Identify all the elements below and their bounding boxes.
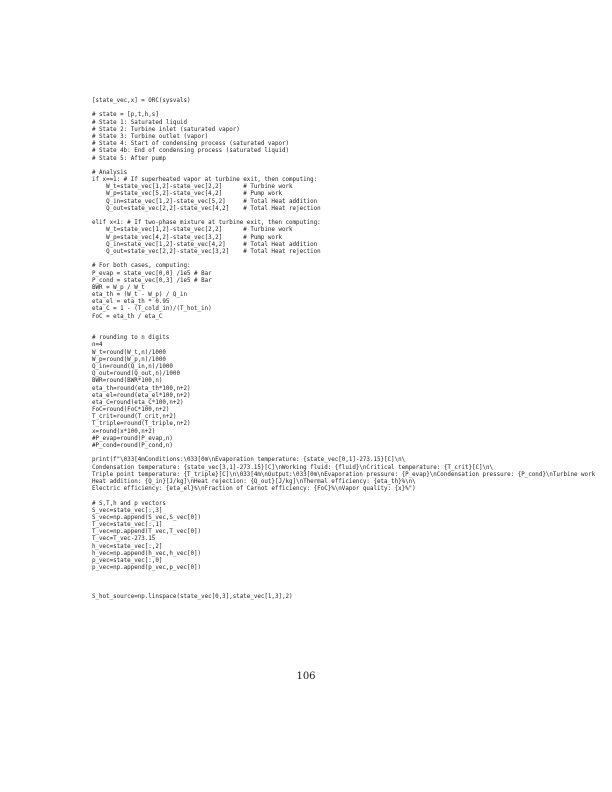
code-line: Q_in=state_vec[1,2]-state_vec[5,2] # Total Heat addition bbox=[92, 198, 318, 205]
code-listing bbox=[92, 98, 595, 601]
code-line: h_vec=state_vec[:,2] bbox=[92, 543, 163, 550]
code-line: S_hot_source=np.linspace(state_vec[0,3],state_vec[1,3],2) bbox=[92, 593, 293, 600]
code-line: # State 5: After pump bbox=[92, 155, 166, 162]
code-line: Q_out=state_vec[2,2]-state_vec[4,2] # Total Heat rejection bbox=[92, 205, 321, 212]
code-line: T_vec=np.append(T_vec,T_vec[0]) bbox=[92, 529, 202, 536]
code-line: if x==1: # If superheated vapor at turbine exit, then computing: bbox=[92, 177, 318, 184]
code-line: # Analysis bbox=[92, 169, 128, 176]
code-line: x=round(x*100,n+2) bbox=[92, 428, 156, 435]
code-line: [state_vec,x] = ORC(sysvals) bbox=[92, 98, 191, 104]
code-line bbox=[92, 105, 595, 112]
code-line: #P_evap=round(P_evap,n) bbox=[92, 435, 173, 442]
code-line bbox=[92, 328, 595, 335]
code-line: n=4 bbox=[92, 342, 103, 349]
code-line: # State 3: Turbine outlet (vapor) bbox=[92, 133, 209, 140]
code-line: # State 4b: End of condensing process (saturated liquid) bbox=[92, 148, 290, 155]
code-line: eta_el = eta_th * 0.95 bbox=[92, 299, 170, 306]
code-line: S_vec=state_vec[:,3] bbox=[92, 507, 163, 514]
code-line: W_t=state_vec[1,2]-state_vec[2,2] # Turbine work bbox=[92, 227, 293, 234]
code-line: eta_C=round(eta_C*100,n+2) bbox=[92, 399, 184, 406]
code-line bbox=[92, 450, 595, 457]
code-line: FoC=round(FoC*100,n+2) bbox=[92, 407, 170, 414]
code-line: S_vec=np.append(S_vec,S_vec[0]) bbox=[92, 514, 202, 521]
code-line bbox=[92, 213, 595, 220]
code-line: T_vec=T_vec-273.15 bbox=[92, 536, 156, 543]
code-line: W_p=state_vec[4,2]-state_vec[3,2] # Pump work bbox=[92, 234, 282, 241]
code-line: W_t=state_vec[1,2]-state_vec[2,2] # Turbine work bbox=[92, 184, 293, 191]
code-line: W_p=state_vec[5,2]-state_vec[4,2] # Pump work bbox=[92, 191, 282, 198]
code-line: print(f"\033[4mConditions:\033[0m\nEvaporation temperature: {state_vec[0,1]-273.15}[C]\n\ bbox=[92, 457, 406, 464]
code-line: p_vec=np.append(p_vec,p_vec[0]) bbox=[92, 565, 202, 572]
code-line: Q_in=round(Q_in,n)/1000 bbox=[92, 363, 173, 370]
code-line: T_crit=round(T_crit,n+2) bbox=[92, 414, 177, 421]
page-number: 106 bbox=[296, 671, 316, 682]
code-line: P_evap = state_vec[0,0] /1e5 # Bar bbox=[92, 270, 212, 277]
code-line: # State 1: Saturated liquid bbox=[92, 119, 187, 126]
code-line: #P_cond=round(P_cond,n) bbox=[92, 443, 173, 449]
code-line: # For both cases, computing: bbox=[92, 263, 191, 270]
code-line bbox=[92, 587, 595, 594]
code-line: P_cond = state_vec[0,3] /1e5 # Bar bbox=[92, 277, 212, 284]
code-line: # State 2: Turbine inlet (saturated vapor) bbox=[92, 126, 240, 133]
code-line bbox=[92, 493, 595, 500]
code-line bbox=[92, 580, 595, 587]
code-line bbox=[92, 256, 595, 263]
code-line: Q_out=round(Q_out,n)/1000 bbox=[92, 371, 180, 378]
code-line: eta_C = 1 - (T_cold_in)/(T_hot_in) bbox=[92, 306, 212, 313]
code-line bbox=[92, 163, 595, 170]
code-line: Triple point temperature: {T_triple}[C]\n\033[4m\nOutput:\033[0m\nEvaporation pressure: {P_evap}\nCondensation pressure: {P_cond}\nTurbine work bbox=[92, 471, 596, 478]
code-line: FoC = eta_th / eta_C bbox=[92, 313, 163, 320]
code-line: eta_el=round(eta_el*100,n+2) bbox=[92, 392, 191, 399]
code-line: Q_out=state_vec[2,2]-state_vec[3,2] # Total Heat rejection bbox=[92, 248, 321, 255]
code-line: eta_th=round(eta_th*100,n+2) bbox=[92, 385, 191, 392]
code-line: Condensation temperature: {state_vec[3,1]-273.15}[C]\nWorking fluid: {fluid}\nCritical temperature: {T_crit}[C]\n\ bbox=[92, 464, 494, 471]
code-line: W_t=round(W_t,n)/1000 bbox=[92, 349, 166, 356]
code-line: # S,T,h and p vectors bbox=[92, 500, 166, 507]
code-line: T_vec=state_vec[:,1] bbox=[92, 522, 163, 529]
code-line bbox=[92, 321, 595, 328]
code-line: # state = [p,t,h,s] bbox=[92, 112, 159, 119]
code-line: Electric efficiency: {eta_el}%\nFraction of Carnot efficiency: {FoC}%\nVapor quality: {x}%") bbox=[92, 486, 416, 493]
code-line: eta_th = (W_t - W_p) / Q_in bbox=[92, 292, 187, 299]
code-line: p_vec=state_vec[:,0] bbox=[92, 558, 163, 564]
code-line: Q_in=state_vec[1,2]-state_vec[4,2] # Total Heat addition bbox=[92, 241, 318, 248]
code-line bbox=[92, 572, 595, 579]
code-line: # State 4: Start of condensing process (saturated vapor) bbox=[92, 141, 290, 148]
code-line: W_p=round(W_p,n)/1000 bbox=[92, 356, 166, 363]
code-line: BWR=round(BWR*100,n) bbox=[92, 378, 163, 385]
code-line: h_vec=np.append(h_vec,h_vec[0]) bbox=[92, 550, 202, 557]
code-line: T_triple=round(T_triple,n+2) bbox=[92, 421, 191, 428]
code-line: Heat addition: {Q_in}[J/kg]\nHeat rejection: {Q_out}[J/kg]\nThermal efficiency: {eta_th}%\n\ bbox=[92, 478, 416, 485]
code-line: BWR = W_p / W_t bbox=[92, 284, 145, 291]
code-line: # rounding to n digits bbox=[92, 335, 170, 342]
code-line: elif x<1: # If two-phase mixture at turbine exit, then computing: bbox=[92, 220, 321, 227]
